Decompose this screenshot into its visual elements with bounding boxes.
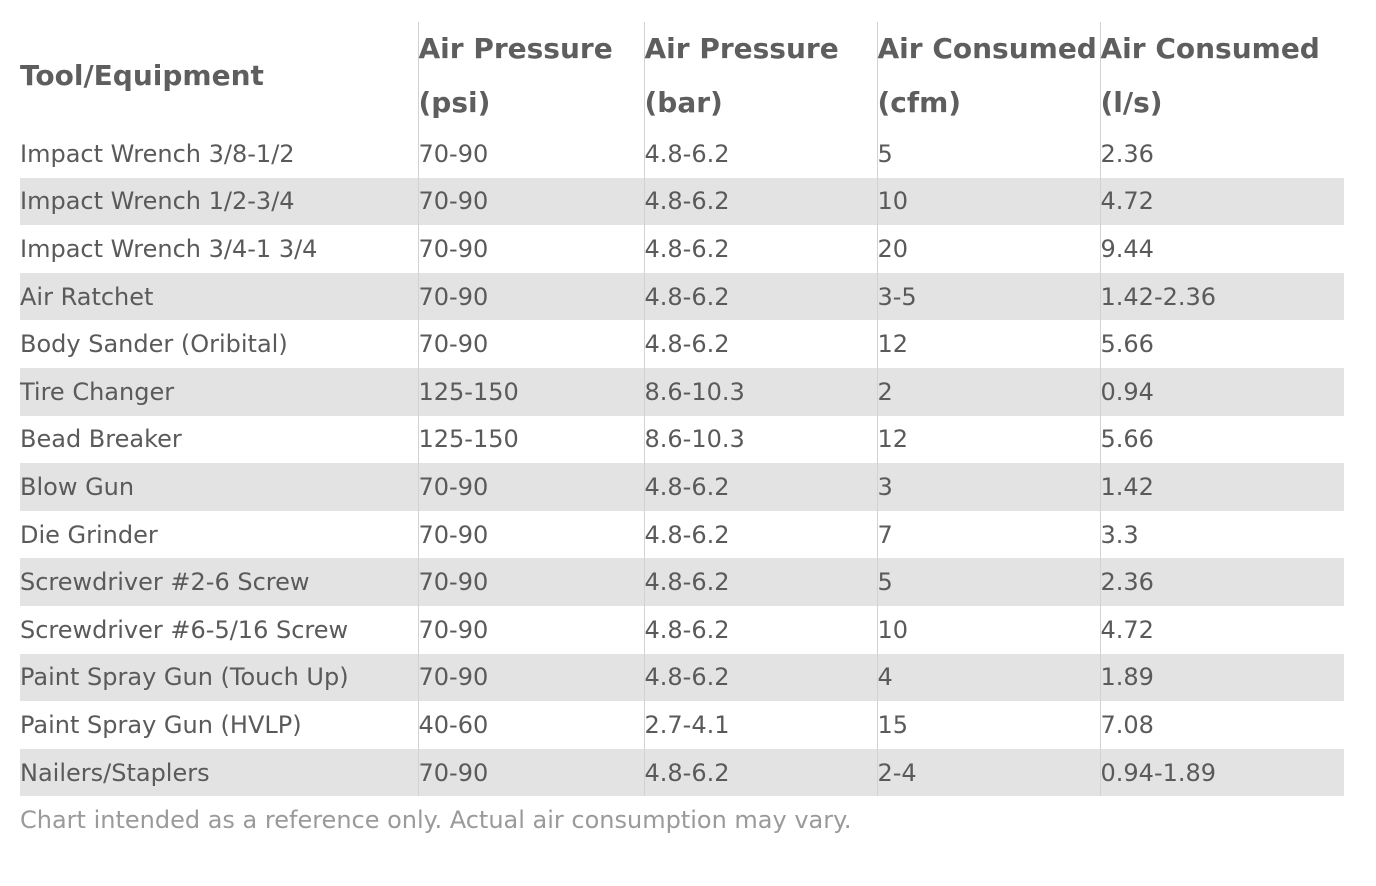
cell-tool: Die Grinder <box>20 520 158 549</box>
cell-cfm: 20 <box>877 225 1100 273</box>
cell-tool: Tire Changer <box>20 368 418 416</box>
cell-tool: Impact Wrench 3/8-1/2 <box>20 139 295 168</box>
cell-cfm: 12 <box>877 320 1100 368</box>
cell-ls: 0.94 <box>1100 368 1344 416</box>
cell-psi: 125-150 <box>418 416 644 464</box>
cell-bar: 8.6-10.3 <box>644 416 877 464</box>
cell-bar: 4.8-6.2 <box>644 225 877 273</box>
cell-ls: 2.36 <box>1100 558 1344 606</box>
table-row <box>20 130 1344 178</box>
cell-bar: 4.8-6.2 <box>644 654 877 702</box>
cell-tool: Paint Spray Gun (Touch Up) <box>20 654 418 702</box>
cell-psi: 70-90 <box>418 654 644 702</box>
cell-cfm: 10 <box>877 606 1100 654</box>
cell-ls: 9.44 <box>1100 225 1344 273</box>
cell-tool: Impact Wrench 1/2-3/4 <box>20 178 418 226</box>
cell-ls: 1.42 <box>1100 463 1344 511</box>
cell-bar: 4.8-6.2 <box>644 178 877 226</box>
cell-cfm: 15 <box>877 701 1100 749</box>
cell-tool: Blow Gun <box>20 463 418 511</box>
header-air-pressure-bar: Air Pressure (bar) <box>644 22 877 130</box>
cell-bar: 4.8-6.2 <box>644 273 877 321</box>
cell-bar: 4.8-6.2 <box>644 320 877 368</box>
cell-psi: 70-90 <box>418 463 644 511</box>
header-air-consumed-ls: Air Consumed (l/s) <box>1100 22 1344 130</box>
cell-psi: 70-90 <box>418 130 644 178</box>
cell-ls: 1.42-2.36 <box>1100 273 1344 321</box>
cell-psi: 70-90 <box>418 749 644 797</box>
cell-psi: 40-60 <box>418 701 644 749</box>
table-row <box>20 558 1344 606</box>
cell-psi: 70-90 <box>418 178 644 226</box>
cell-cfm: 4 <box>877 654 1100 702</box>
cell-bar: 4.8-6.2 <box>644 606 877 654</box>
cell-tool: Screwdriver #6-5/16 Screw <box>20 615 349 644</box>
table-header-row <box>20 22 1344 130</box>
cell-psi: 125-150 <box>418 368 644 416</box>
cell-ls: 4.72 <box>1100 178 1344 226</box>
cell-bar: 4.8-6.2 <box>644 130 877 178</box>
cell-psi: 70-90 <box>418 225 644 273</box>
cell-ls: 4.72 <box>1100 606 1344 654</box>
table-row <box>20 749 1344 797</box>
cell-cfm: 3 <box>877 463 1100 511</box>
cell-ls: 2.36 <box>1100 130 1344 178</box>
cell-tool: Bead Breaker <box>20 425 182 454</box>
cell-cfm: 3-5 <box>877 273 1100 321</box>
cell-psi: 70-90 <box>418 558 644 606</box>
cell-cfm: 2-4 <box>877 749 1100 797</box>
cell-bar: 2.7-4.1 <box>644 701 877 749</box>
header-air-pressure-psi: Air Pressure (psi) <box>418 22 644 130</box>
cell-tool: Nailers/Staplers <box>20 749 418 797</box>
table-row <box>20 511 1344 559</box>
cell-ls: 3.3 <box>1100 511 1344 559</box>
cell-tool: Air Ratchet <box>20 273 418 321</box>
cell-psi: 70-90 <box>418 511 644 559</box>
cell-ls: 7.08 <box>1100 701 1344 749</box>
cell-bar: 4.8-6.2 <box>644 463 877 511</box>
cell-ls: 0.94-1.89 <box>1100 749 1344 797</box>
cell-cfm: 12 <box>877 416 1100 464</box>
cell-psi: 70-90 <box>418 606 644 654</box>
cell-cfm: 7 <box>877 511 1100 559</box>
cell-psi: 70-90 <box>418 320 644 368</box>
cell-tool: Screwdriver #2-6 Screw <box>20 558 418 606</box>
table-row <box>20 225 1344 273</box>
cell-tool: Body Sander (Oribital) <box>20 330 288 359</box>
header-tool-equipment: Tool/Equipment <box>20 59 264 92</box>
cell-tool: Paint Spray Gun (HVLP) <box>20 710 302 739</box>
table-row <box>20 368 1344 416</box>
cell-ls: 5.66 <box>1100 416 1344 464</box>
cell-cfm: 5 <box>877 130 1100 178</box>
table-row <box>20 606 1344 654</box>
cell-cfm: 2 <box>877 368 1100 416</box>
air-consumption-chart <box>20 22 1344 834</box>
cell-bar: 4.8-6.2 <box>644 558 877 606</box>
table-row <box>20 320 1344 368</box>
table-row <box>20 273 1344 321</box>
cell-bar: 4.8-6.2 <box>644 749 877 797</box>
table-row <box>20 178 1344 226</box>
cell-bar: 4.8-6.2 <box>644 511 877 559</box>
table-row <box>20 654 1344 702</box>
cell-psi: 70-90 <box>418 273 644 321</box>
air-tool-table <box>20 22 1344 796</box>
table-row <box>20 701 1344 749</box>
cell-tool: Impact Wrench 3/4-1 3/4 <box>20 234 318 263</box>
cell-cfm: 10 <box>877 178 1100 226</box>
cell-ls: 5.66 <box>1100 320 1344 368</box>
reference-note: Chart intended as a reference only. Actual air consumption may vary. <box>20 806 852 835</box>
cell-bar: 8.6-10.3 <box>644 368 877 416</box>
cell-ls: 1.89 <box>1100 654 1344 702</box>
table-row <box>20 463 1344 511</box>
header-air-consumed-cfm: Air Consumed (cfm) <box>877 22 1100 130</box>
cell-cfm: 5 <box>877 558 1100 606</box>
table-row <box>20 416 1344 464</box>
